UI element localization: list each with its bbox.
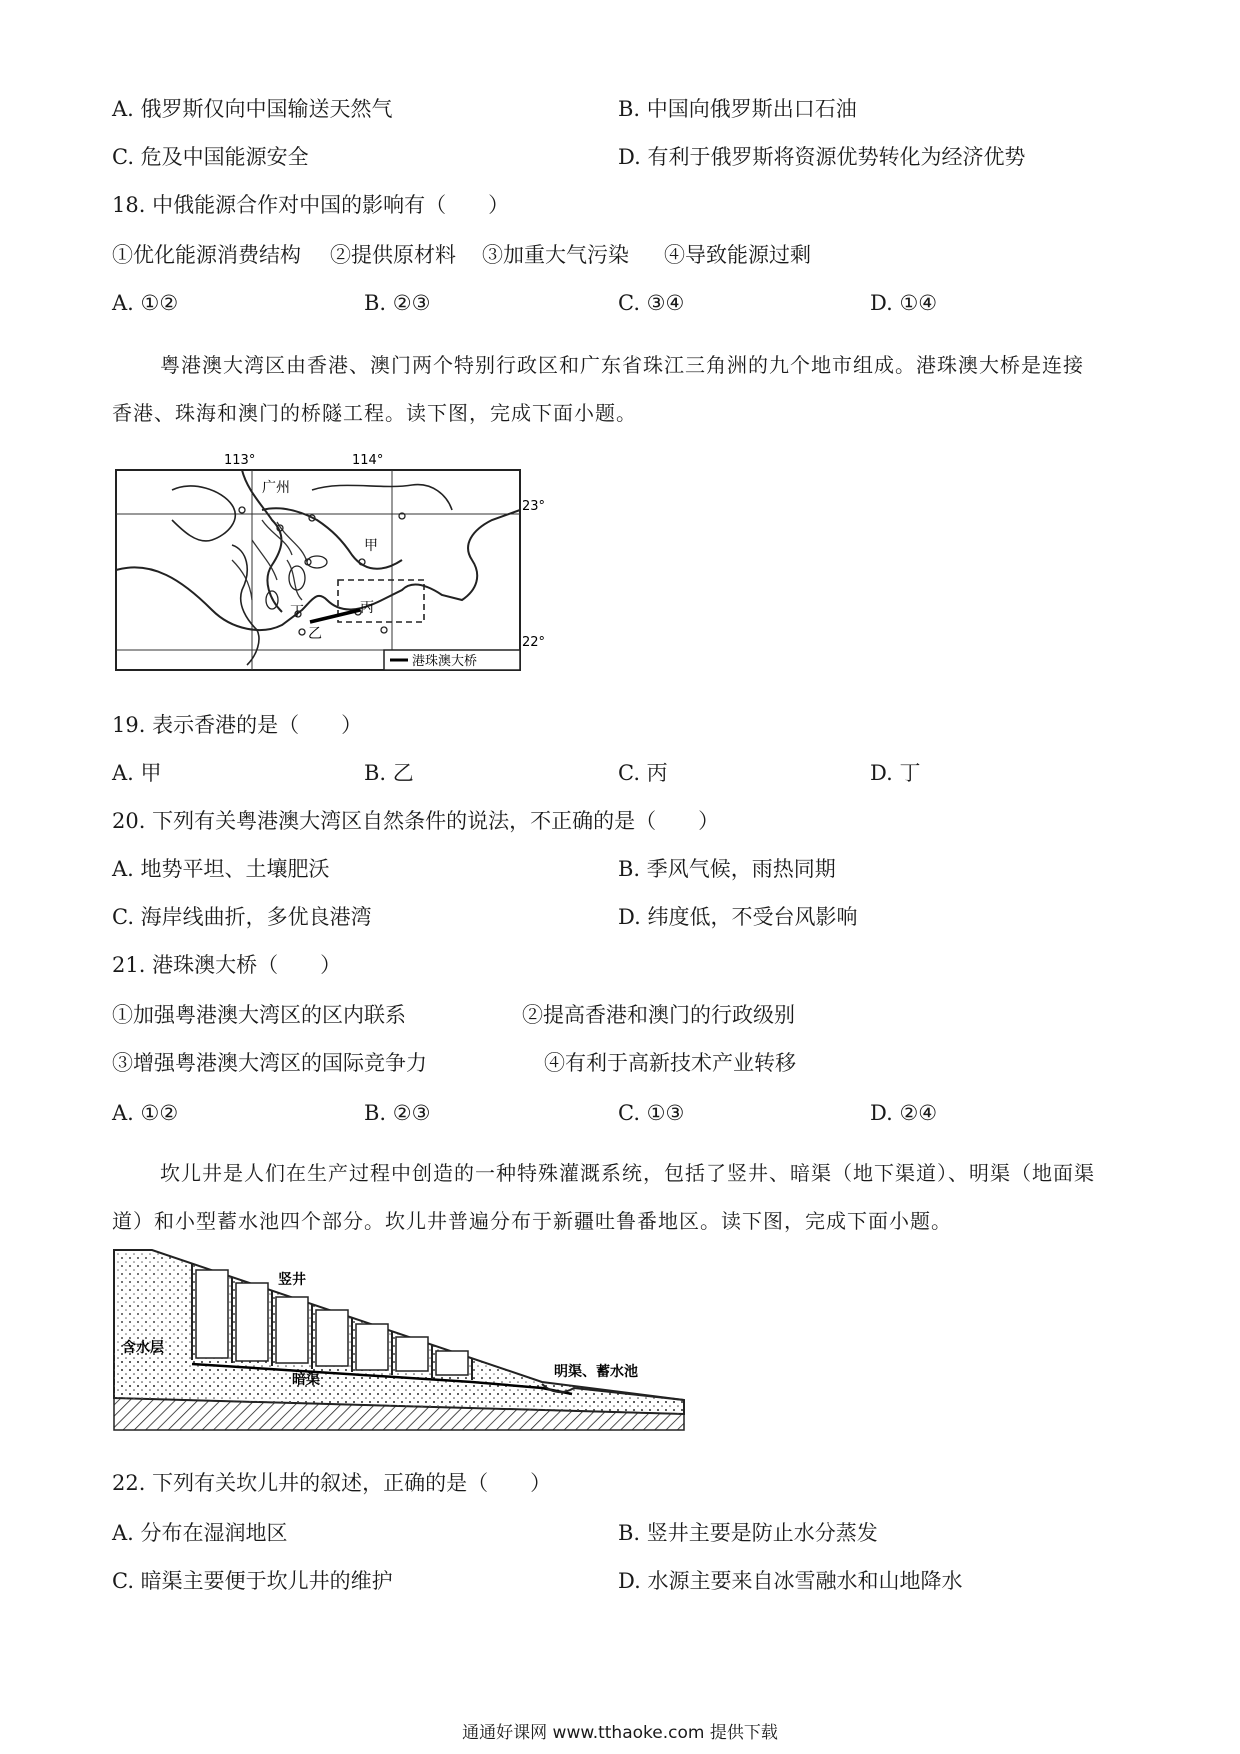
q17-option-d: D. 有利于俄罗斯将资源优势转化为经济优势 — [618, 145, 1026, 169]
q17-option-b: B. 中国向俄罗斯出口石油 — [618, 97, 857, 121]
label-open-channel-pond: 明渠、蓄水池 — [554, 1364, 638, 1380]
q18-option-d: D. ①④ — [870, 291, 938, 315]
q19-option-a: A. 甲 — [112, 761, 162, 785]
q19-option-c: C. 丙 — [618, 761, 668, 785]
q18-item-3: ③加重大气污染 — [482, 243, 629, 267]
q21-item-4: ④有利于高新技术产业转移 — [544, 1051, 796, 1075]
map-label-ding: 丁 — [290, 604, 304, 620]
map-lat-23: 23° — [522, 499, 546, 514]
q17-option-c: C. 危及中国能源安全 — [112, 145, 309, 169]
map-legend-bridge: 港珠澳大桥 — [412, 654, 478, 669]
label-aquifer: 含水层 — [122, 1340, 164, 1356]
q21-option-a: A. ①② — [112, 1101, 179, 1125]
passage1-line1: 粤港澳大湾区由香港、澳门两个特别行政区和广东省珠江三角洲的九个地市组成。港珠澳大桥是连接 — [160, 353, 1084, 377]
q18-option-c: C. ③④ — [618, 291, 685, 315]
q18-option-b: B. ②③ — [364, 291, 431, 315]
q18-stem: 18. 中俄能源合作对中国的影响有（ ） — [112, 193, 510, 217]
q22-option-d: D. 水源主要来自冰雪融水和山地降水 — [618, 1569, 963, 1593]
q18-item-1: ①优化能源消费结构 — [112, 243, 301, 267]
q21-item-1: ①加强粤港澳大湾区的区内联系 — [112, 1003, 406, 1027]
q18-item-4: ④导致能源过剩 — [664, 243, 811, 267]
passage2-line1: 坎儿井是人们在生产过程中创造的一种特殊灌溉系统，包括了竖井、暗渠（地下渠道）、明渠（地面渠 — [160, 1161, 1095, 1185]
q18-item-2: ②提供原材料 — [330, 243, 456, 267]
passage2-line2: 道）和小型蓄水池四个部分。坎儿井普遍分布于新疆吐鲁番地区。读下图，完成下面小题。 — [112, 1209, 952, 1233]
q19-option-d: D. 丁 — [870, 761, 921, 785]
q22-option-c: C. 暗渠主要便于坎儿井的维护 — [112, 1569, 393, 1593]
map-lon-113: 113° — [224, 453, 256, 468]
q21-stem: 21. 港珠澳大桥（ ） — [112, 953, 342, 977]
label-tunnel: 暗渠 — [292, 1372, 320, 1388]
q18-option-a: A. ①② — [112, 291, 179, 315]
map-lat-22: 22° — [522, 635, 546, 650]
q19-option-b: B. 乙 — [364, 761, 414, 785]
q21-item-3: ③增强粤港澳大湾区的国际竞争力 — [112, 1051, 427, 1075]
q22-option-a: A. 分布在湿润地区 — [112, 1521, 288, 1545]
q20-stem: 20. 下列有关粤港澳大湾区自然条件的说法，不正确的是（ ） — [112, 809, 720, 833]
map-label-jia: 甲 — [364, 538, 378, 554]
q20-option-b: B. 季风气候，雨热同期 — [618, 857, 836, 881]
greater-bay-area-map — [112, 450, 546, 680]
map-lon-114: 114° — [352, 453, 384, 468]
passage1-line2: 香港、珠海和澳门的桥隧工程。读下图，完成下面小题。 — [112, 401, 637, 425]
q22-option-b: B. 竖井主要是防止水分蒸发 — [618, 1521, 878, 1545]
q20-option-d: D. 纬度低，不受台风影响 — [618, 905, 858, 929]
q21-option-b: B. ②③ — [364, 1101, 431, 1125]
map-label-yi: 乙 — [308, 626, 322, 642]
q20-option-a: A. 地势平坦、土壤肥沃 — [112, 857, 330, 881]
q20-option-c: C. 海岸线曲折，多优良港湾 — [112, 905, 372, 929]
page-footer: 通通好课网 www.tthaoke.com 提供下载 — [462, 1723, 778, 1743]
q21-item-2: ②提高香港和澳门的行政级别 — [522, 1003, 795, 1027]
map-label-bing: 丙 — [360, 600, 374, 616]
q21-option-d: D. ②④ — [870, 1101, 938, 1125]
q17-option-a: A. 俄罗斯仅向中国输送天然气 — [112, 97, 393, 121]
q21-option-c: C. ①③ — [618, 1101, 685, 1125]
q22-stem: 22. 下列有关坎儿井的叙述，正确的是（ ） — [112, 1471, 552, 1495]
label-shaft: 竖井 — [278, 1272, 306, 1288]
karez-cross-section-diagram — [112, 1248, 686, 1438]
q19-stem: 19. 表示香港的是（ ） — [112, 713, 363, 737]
map-city-guangzhou: 广州 — [262, 480, 290, 496]
